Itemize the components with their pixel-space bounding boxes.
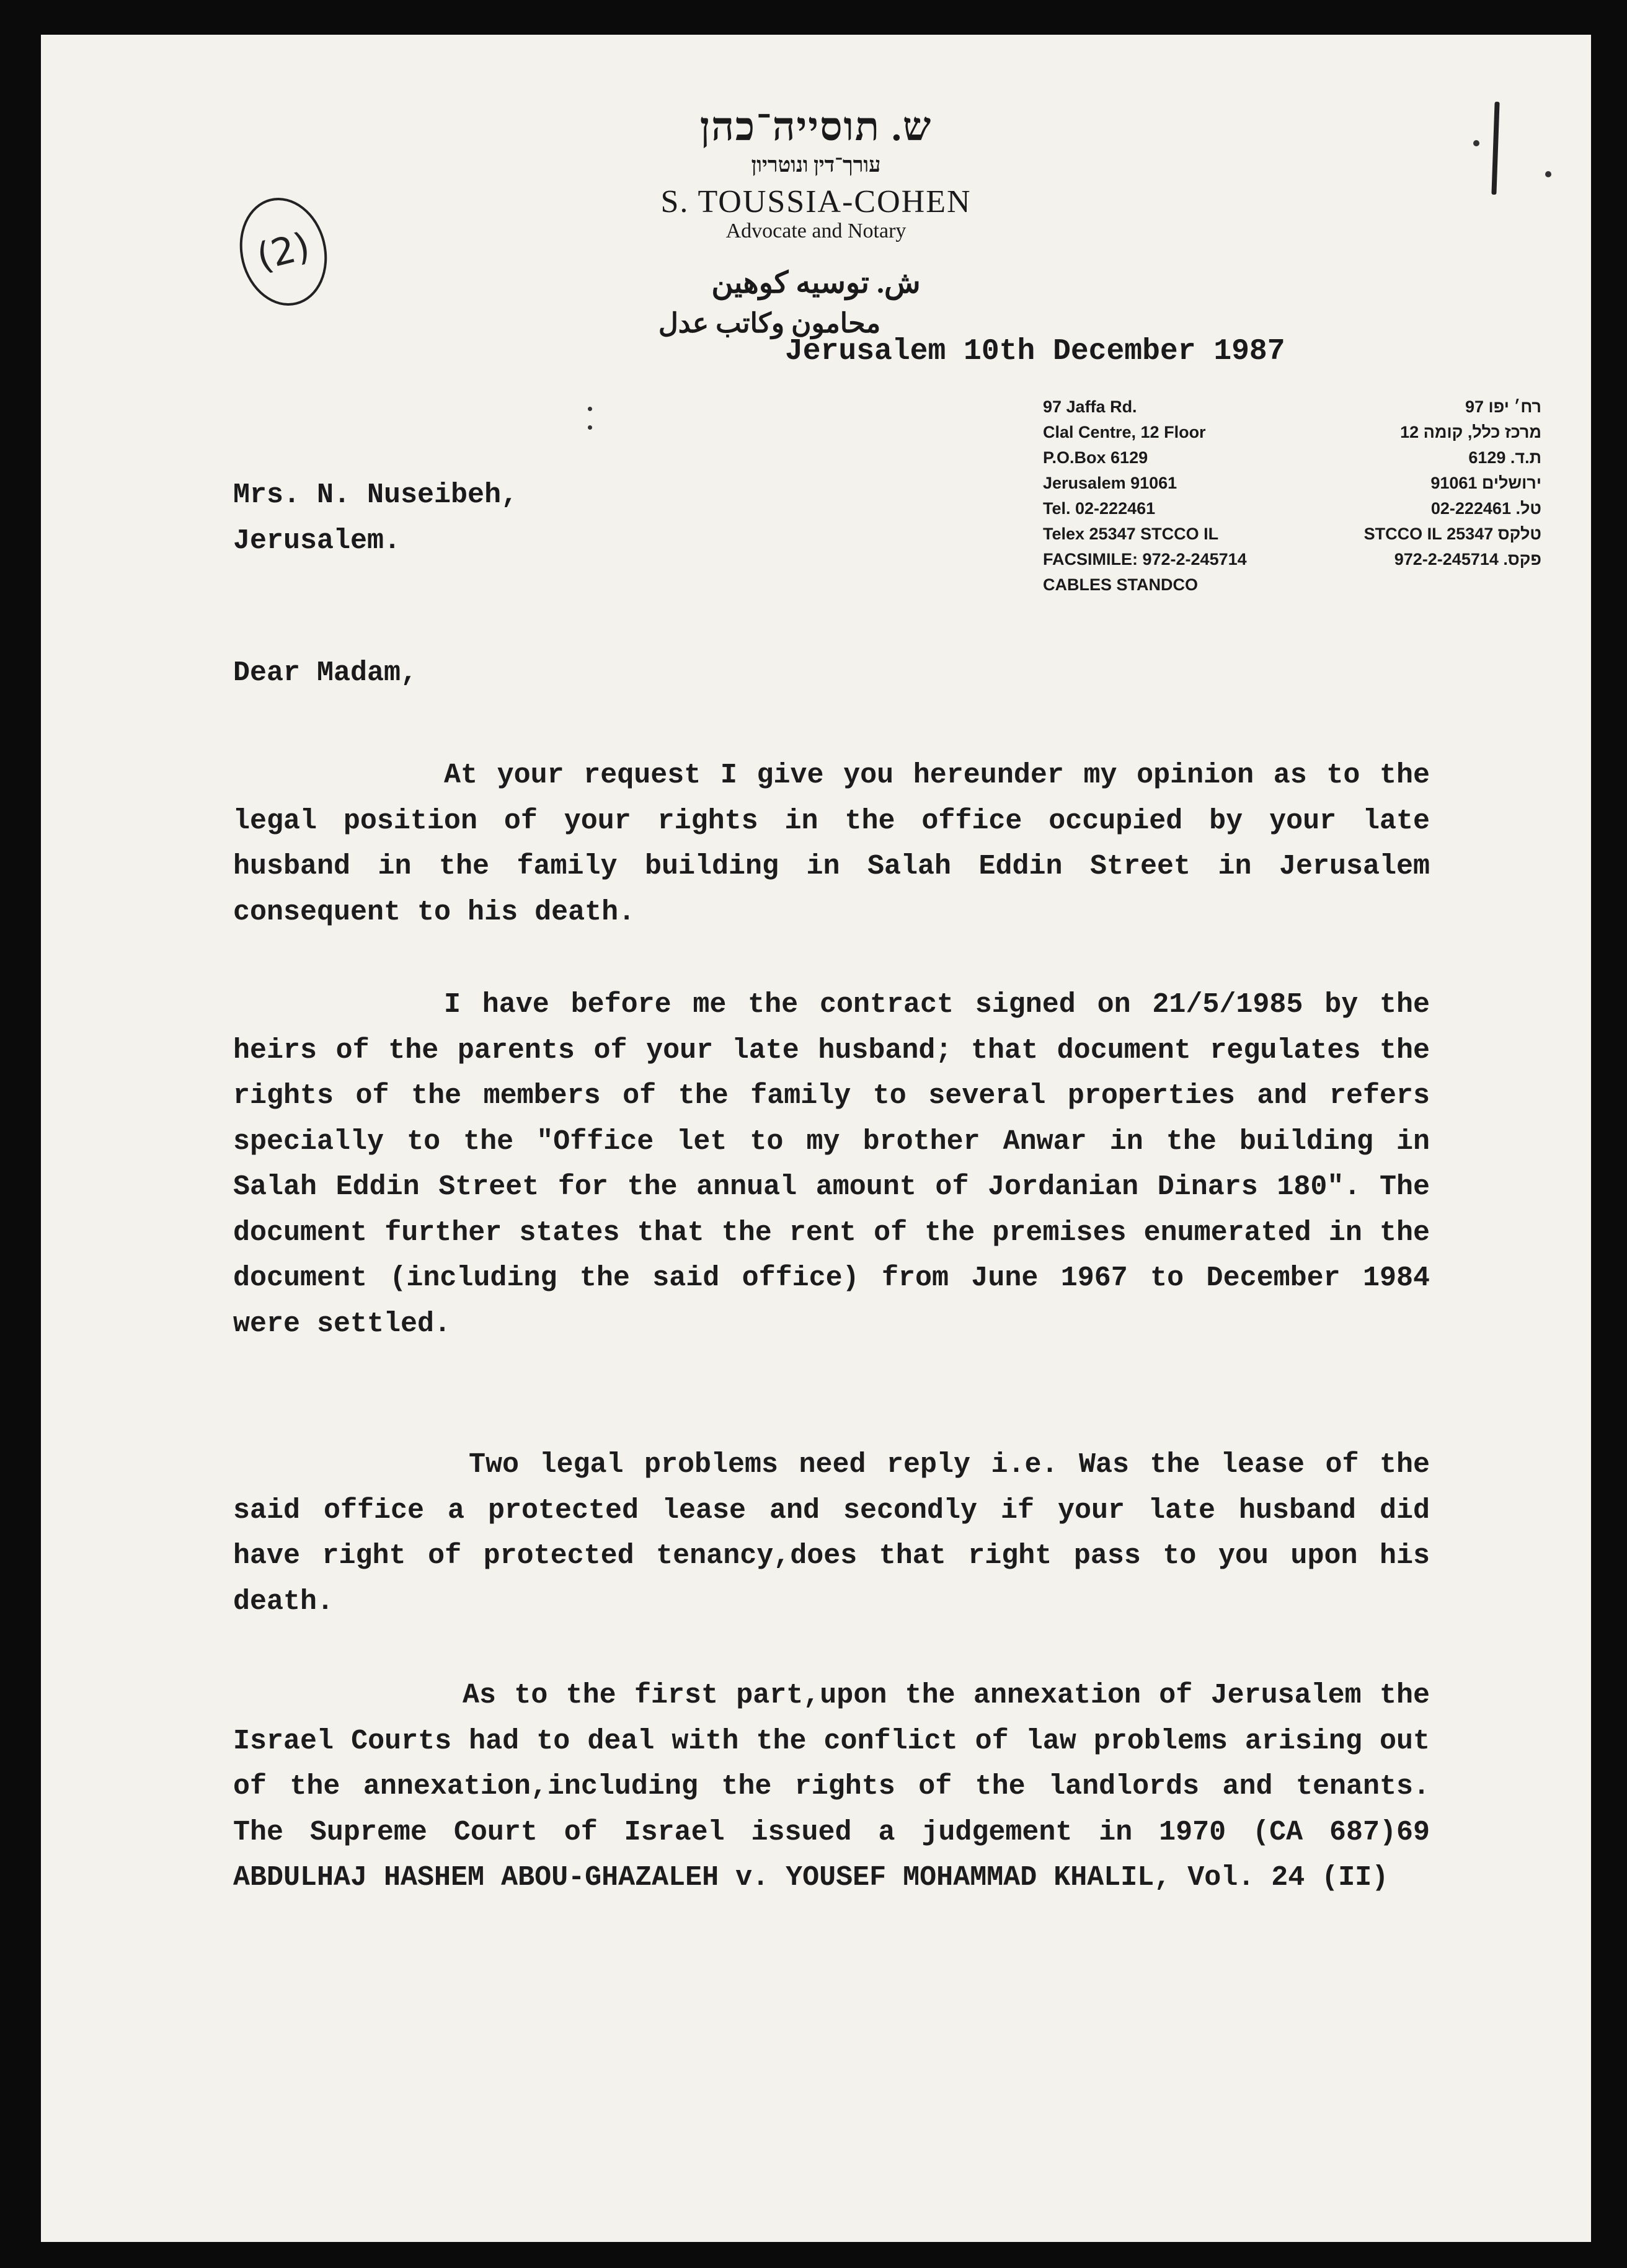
letterhead-english-name: S. TOUSSIA-COHEN bbox=[660, 184, 972, 219]
recipient-city: Jerusalem. bbox=[233, 525, 401, 557]
recipient-name: Mrs. N. Nuseibeh, bbox=[233, 479, 518, 511]
address-line: רח׳ יפו 97 bbox=[1465, 397, 1541, 416]
speck bbox=[588, 425, 592, 430]
address-line: Tel. 02-222461 bbox=[1043, 499, 1156, 518]
body-paragraph: Two legal problems need reply i.e. Was the lease of the said office a protected lease and secondly if your late husband did have right of protected tenancy,does that right pass to you upon his death. bbox=[233, 1449, 1430, 1618]
speck bbox=[588, 407, 592, 411]
address-line: Jerusalem 91061 bbox=[1043, 474, 1177, 492]
address-line: טלקס 25347 STCCO IL bbox=[1363, 525, 1541, 543]
address-line: FACSIMILE: 972-2-245714 bbox=[1043, 550, 1247, 569]
letter-page bbox=[41, 35, 1591, 2242]
address-line: פקס. 972-2-245714 bbox=[1394, 550, 1541, 569]
address-line: ת.ד. 6129 bbox=[1468, 448, 1541, 467]
address-line: מרכז כלל, קומה 12 bbox=[1400, 423, 1541, 441]
body-paragraph: At your request I give you hereunder my opinion as to the legal position of your rights in the office occupied by your late husband in the family building in Salah Eddin Street in Jerusalem consequent to his death. bbox=[233, 760, 1430, 928]
letterhead-hebrew-title: עורך־דין ונוטריון bbox=[751, 154, 881, 177]
address-english bbox=[1043, 394, 1247, 598]
letterhead-english-title: Advocate and Notary bbox=[725, 219, 907, 242]
address-line: טל. 02-222461 bbox=[1430, 499, 1541, 518]
address-line: ירושלים 91061 bbox=[1430, 474, 1541, 492]
body-paragraph: As to the first part,upon the annexation of Jerusalem the Israel Courts had to deal with the conflict of law problems arising out of the annexation,including the rights of the landlords and tenants. The Supreme Court of Israel issued a judgement in 1970 (CA 687)69 ABDULHAJ HASHEM ABOU-GHAZALEH v. YOUSEF MOHAMMAD KHALIL, Vol. 24 (II) bbox=[233, 1680, 1430, 1894]
body-paragraph: I have before me the contract signed on 21/5/1985 by the heirs of the parents of your late husband; that document regulates the rights of the members of the family to several properties and refers specially to the "Office let to my brother Anwar in the building in Salah Eddin Street for the annual amount of Jordanian Dinars 180". The document further states that the rent of the premises enumerated in the document (including the said office) from June 1967 to December 1984 were settled. bbox=[233, 989, 1430, 1340]
letterhead-hebrew-name: ש. תוסייה־כהן bbox=[699, 105, 933, 149]
recipient-block bbox=[233, 472, 518, 564]
address-line: 97 Jaffa Rd. bbox=[1043, 397, 1137, 416]
salutation: Dear Madam, bbox=[233, 657, 418, 689]
handwritten-number-text: (2) bbox=[252, 224, 314, 280]
letterhead-arabic-name: ش. توسيه كوهين bbox=[711, 267, 921, 299]
address-line: Clal Centre, 12 Floor bbox=[1043, 423, 1206, 441]
address-line: P.O.Box 6129 bbox=[1043, 448, 1148, 467]
address-hebrew bbox=[1364, 394, 1541, 572]
letterhead-arabic-title: محامون وكاتب عدل bbox=[658, 308, 881, 339]
date-line: Jerusalem 10th December 1987 bbox=[785, 335, 1285, 368]
address-line: Telex 25347 STCCO IL bbox=[1043, 525, 1219, 543]
address-line: CABLES STANDCO bbox=[1043, 575, 1199, 594]
